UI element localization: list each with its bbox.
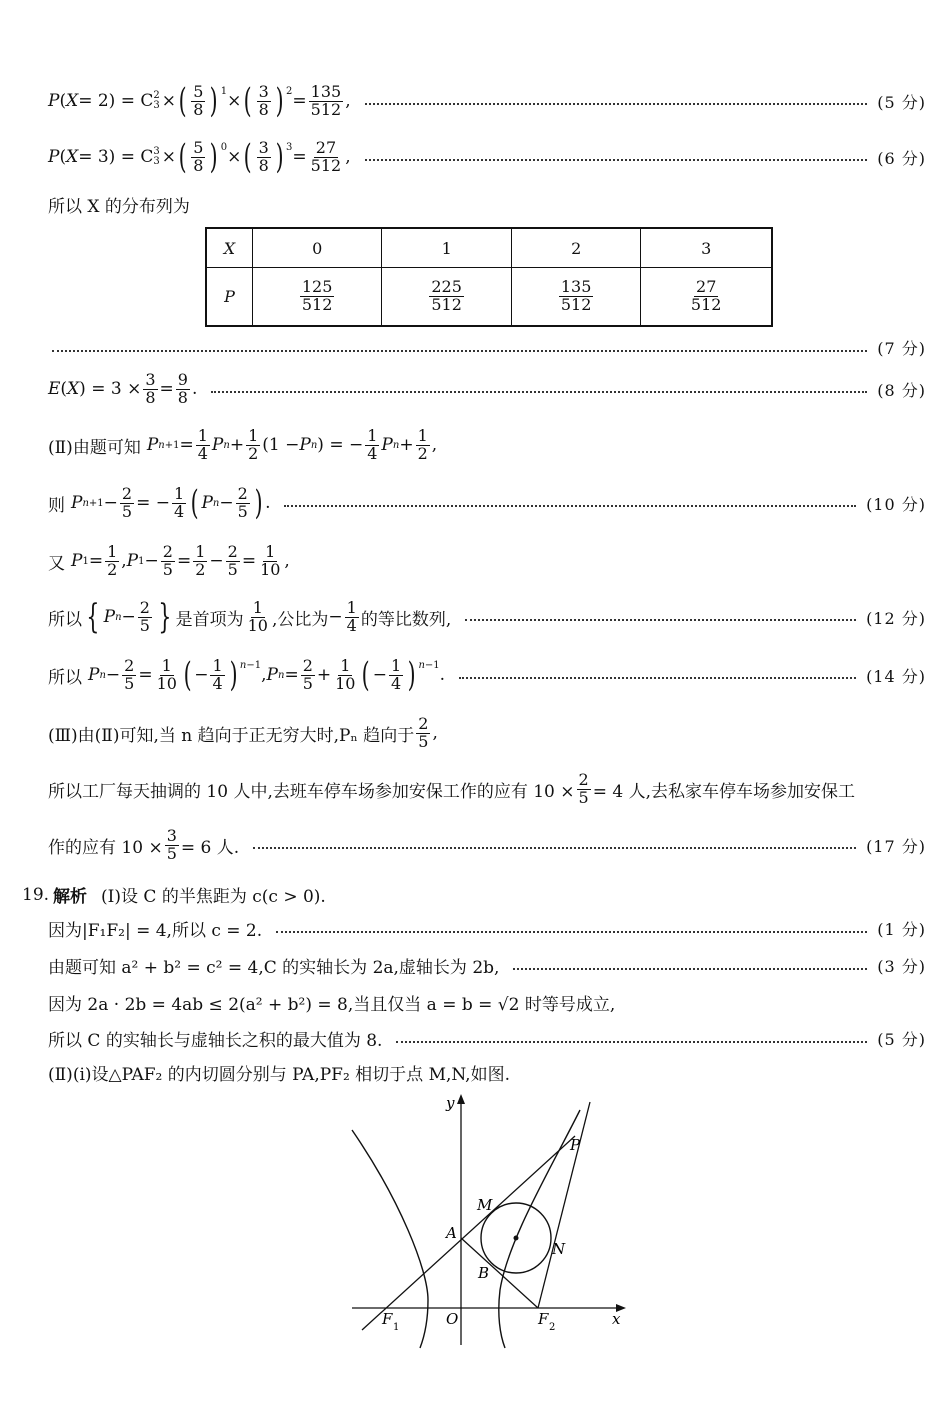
pn-line: 所以 P n − $\frac{2}{5}$ = $\frac{1}{10}$ ( − $\frac{1}{4}$ ) $^{n -1}$ , P n = $\frac{2}{5}$ + $\frac{1}{10}$ ( − $\frac{1}{4}$ ) $^{n -1}$ . (14 分) — [48, 655, 926, 696]
score-17: (17 分) — [866, 836, 926, 856]
incircle-center — [514, 1236, 519, 1241]
part2-line: (Ⅱ)由题可知 P n+1 = $\frac{1}{4}$ P n + $\frac{1}{2}$ (1 − P n ) = − $\frac{1}{4}$ P n + $\frac{1}{2}$ , — [48, 426, 438, 463]
line-f1-p — [362, 1136, 575, 1330]
table-cell: $\frac{125}{512}$ — [252, 268, 382, 327]
label-f2: F — [538, 1310, 549, 1328]
label-x: x — [612, 1310, 621, 1328]
label-f1: F — [382, 1310, 393, 1328]
again-line: 又 P 1 = $\frac{1}{2}$ , P 1 − $\frac{2}{5}$ = $\frac{1}{2}$ − $\frac{2}{5}$ = $\frac{1}{10}$ , — [48, 542, 290, 579]
table-cell: 3 — [641, 228, 772, 268]
hyperbola-figure — [340, 1090, 640, 1352]
label-a: A — [446, 1224, 457, 1242]
table-header-p: P — [206, 268, 252, 327]
q19-line-4: 所以 C 的实轴长与虚轴长之积的最大值为 8. (5 分) — [48, 1026, 926, 1051]
score-5b: (5 分) — [877, 1030, 926, 1049]
label-o: O — [446, 1310, 459, 1328]
distribution-table — [205, 227, 773, 327]
factory-line-2: 作的应有 10 × $\frac{3}{5}$ = 6 人. (17 分) — [48, 826, 926, 863]
px3-line: P ( X = 3) = C 3 3 × ( $\frac{5}{8}$ ) $^0$ × ( $\frac{3}{8}$ ) $^3$ = $\frac{27}{512}$ , (6 分) — [48, 137, 926, 178]
table-cell: $\frac{135}{512}$ — [511, 268, 641, 327]
score-7: (7 分) — [877, 339, 926, 358]
label-y: y — [446, 1094, 455, 1112]
label-b: B — [478, 1264, 490, 1282]
line-f2-p — [538, 1102, 590, 1308]
q19-header: 19. 解析 (Ⅰ)设 C 的半焦距为 c(c > 0). — [22, 884, 326, 907]
score-6: (6 分) — [877, 148, 926, 168]
label-p: P — [570, 1136, 581, 1154]
label-f1-sub: 1 — [393, 1322, 400, 1333]
score-3: (3 分) — [877, 957, 926, 976]
score-5: (5 分) — [877, 92, 926, 112]
table-cell: 2 — [511, 228, 641, 268]
score-7-line — [52, 336, 926, 359]
table-cell: $\frac{27}{512}$ — [641, 268, 772, 327]
ex-line: E ( X ) = 3 × $\frac{3}{8}$ = $\frac{9}{8}$ . (8 分) — [48, 370, 926, 407]
table-cell: 0 — [252, 228, 382, 268]
q19-line-5: (Ⅱ)(ⅰ)设△PAF₂ 的内切圆分别与 PA,PF₂ 相切于点 M,N,如图. — [48, 1065, 510, 1085]
q19-line-3: 因为 2a · 2b = 4ab ≤ 2(a² + b²) = 8,当且仅当 a = b = √2 时等号成立, — [48, 995, 616, 1015]
score-12: (12 分) — [866, 608, 926, 628]
px2-line: P ( X = 2) = C 2 3 × ( $\frac{5}{8}$ ) $^1$ × ( $\frac{3}{8}$ ) $^2$ = $\frac{135}{512}$ , (5 分) — [48, 81, 926, 122]
table-cell: $\frac{225}{512}$ — [382, 268, 512, 327]
label-n: N — [552, 1240, 566, 1258]
q19-line-2: 由题可知 a² + b² = c² = 4,C 的实轴长为 2a,虚轴长为 2b, (3 分) — [48, 953, 926, 978]
table-cell: 1 — [382, 228, 512, 268]
part3-line: (Ⅲ)由(Ⅱ)可知,当 n 趋向于正无穷大时,Pₙ 趋向于 $\frac{2}{5}$ , — [48, 714, 438, 751]
score-8: (8 分) — [877, 380, 926, 400]
table-header-x: X — [206, 228, 252, 268]
score-1: (1 分) — [877, 920, 926, 939]
q19-line-1: 因为|F₁F₂| = 4,所以 c = 2. (1 分) — [48, 916, 926, 941]
then-line: 则 P n+1 − $\frac{2}{5}$ = − $\frac{1}{4}$ ( P n − $\frac{2}{5}$ ) . (10 分) — [48, 483, 926, 524]
factory-line-1: 所以工厂每天抽调的 10 人中,去班车停车场参加安保工作的应有 10 × $\frac{2}{5}$ = 4 人,去私家车停车场参加安保工 — [48, 770, 855, 807]
y-axis-arrow — [457, 1094, 465, 1104]
score-10: (10 分) — [866, 494, 926, 514]
label-m: M — [477, 1196, 493, 1214]
seq-line: 所以 { P n − $\frac{2}{5}$ } 是首项为 $\frac{1}{10}$ ,公比为 − $\frac{1}{4}$ 的等比数列, (12 分) — [48, 597, 926, 638]
score-14: (14 分) — [866, 666, 926, 686]
dist-intro: 所以 X 的分布列为 — [48, 197, 190, 217]
label-f2-sub: 2 — [549, 1322, 556, 1333]
